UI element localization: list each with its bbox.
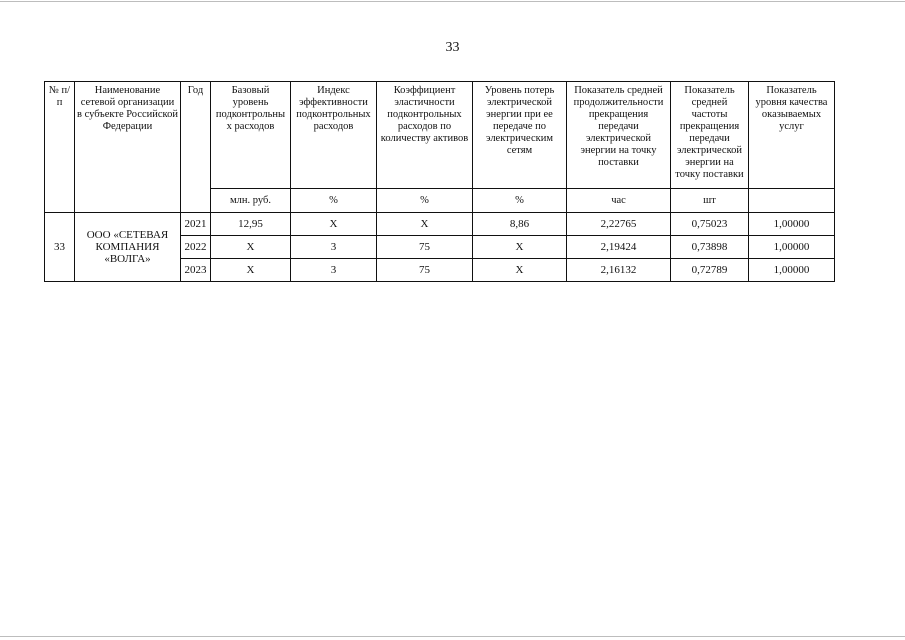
year-cell: 2022 [181,236,211,259]
unit-cell: шт [671,189,749,213]
header-number: № п/п [45,82,75,213]
tariff-indicators-table [44,81,835,282]
header-year: Год [181,82,211,213]
value-cell: X [473,259,567,282]
header-interruption-frequency: Показатель средней частоты прекращения передачи электрической энергии на точку поставки [671,82,749,189]
header-elasticity-coefficient: Коэффициент эластичности подконтрольных расходов по количеству активов [377,82,473,189]
year-cell: 2021 [181,213,211,236]
value-cell: 75 [377,259,473,282]
value-cell: 2,22765 [567,213,671,236]
value-cell: 3 [291,236,377,259]
value-cell: 1,00000 [749,259,835,282]
value-cell: X [211,236,291,259]
value-cell: 12,95 [211,213,291,236]
value-cell: 8,86 [473,213,567,236]
scan-edge-bottom [0,636,905,637]
header-organization: Наименование сетевой организации в субъекте Российской Федерации [75,82,181,213]
scan-edge-top [0,1,905,2]
unit-cell: % [291,189,377,213]
value-cell: 75 [377,236,473,259]
value-cell: 3 [291,259,377,282]
organization-name-cell: ООО «СЕТЕВАЯ КОМПАНИЯ «ВОЛГА» [75,213,181,282]
value-cell: 1,00000 [749,236,835,259]
year-cell: 2023 [181,259,211,282]
unit-cell [749,189,835,213]
value-cell: 2,19424 [567,236,671,259]
unit-cell: млн. руб. [211,189,291,213]
unit-cell: час [567,189,671,213]
value-cell: X [473,236,567,259]
value-cell: 0,73898 [671,236,749,259]
value-cell: 2,16132 [567,259,671,282]
header-efficiency-index: Индекс эффективности подконтрольных расходов [291,82,377,189]
row-number-cell: 33 [45,213,75,282]
page-number: 33 [445,40,460,55]
header-base-expenses: Базовый уровень подконтрольны х расходов [211,82,291,189]
value-cell: X [211,259,291,282]
unit-cell: % [377,189,473,213]
header-row [45,82,835,189]
value-cell: X [291,213,377,236]
value-cell: 0,72789 [671,259,749,282]
header-interruption-duration: Показатель средней продолжительности прекращения передачи электрической энергии на точку поставки [567,82,671,189]
table-row [45,213,835,236]
unit-cell: % [473,189,567,213]
value-cell: X [377,213,473,236]
value-cell: 0,75023 [671,213,749,236]
value-cell: 1,00000 [749,213,835,236]
header-service-quality: Показатель уровня качества оказываемых услуг [749,82,835,189]
header-loss-level: Уровень потерь электрической энергии при ее передаче по электрическим сетям [473,82,567,189]
